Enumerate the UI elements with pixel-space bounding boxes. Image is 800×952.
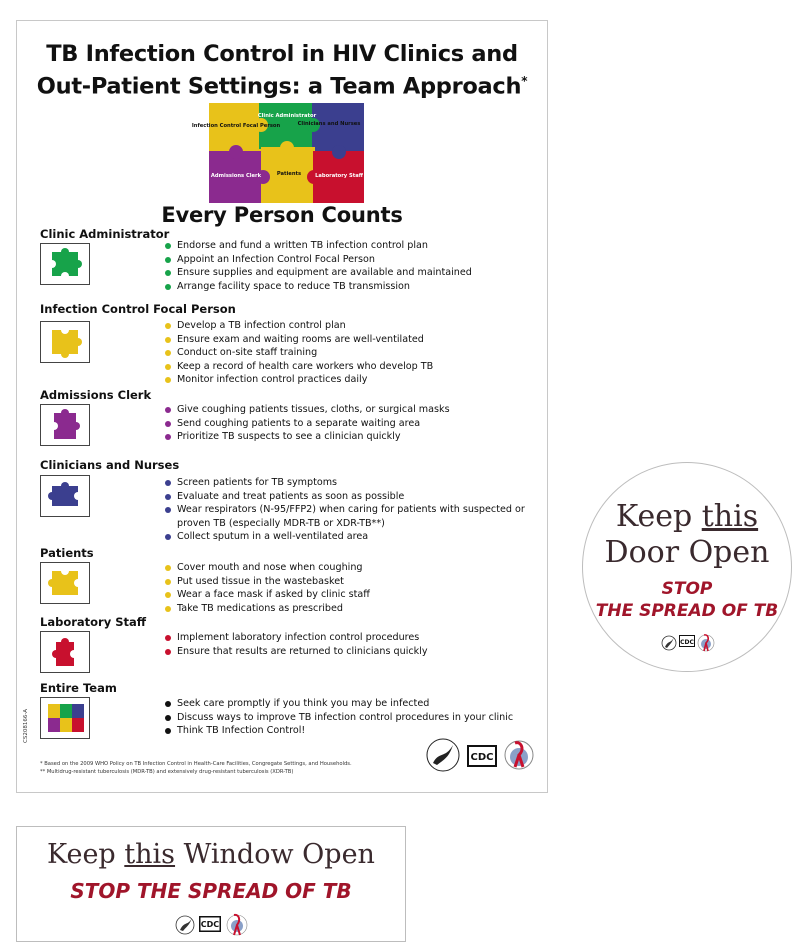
poster <box>16 20 548 793</box>
title-line-1: TB Infection Control in HIV Clinics and <box>46 41 518 67</box>
puzzle-label-clinic-admin: Clinic Administrator <box>257 113 317 119</box>
title-asterisk: * <box>521 74 528 88</box>
section-title-patients: Patients <box>40 546 94 560</box>
list-item: Think TB Infection Control! <box>165 724 525 738</box>
svg-text:CDC: CDC <box>680 639 694 646</box>
door-stop-line-2: THE SPREAD OF TB <box>595 601 779 621</box>
list-item: Ensure exam and waiting rooms are well-ventilated <box>165 333 525 347</box>
list-item: Develop a TB infection control plan <box>165 319 525 333</box>
list-item: Conduct on-site staff training <box>165 346 525 360</box>
list-item: Seek care promptly if you think you may be infected <box>165 697 525 711</box>
entire-team-puzzle-icon <box>40 697 90 739</box>
clinic-admin-puzzle-icon <box>40 243 90 285</box>
section-title-entire-team: Entire Team <box>40 681 117 695</box>
clinic-admin-list <box>165 239 525 293</box>
window-keep-line: Keep this Window Open <box>47 839 375 870</box>
pepfar-ribbon-logo <box>505 741 533 769</box>
team-puzzle-graphic <box>191 103 364 203</box>
infection-control-list <box>165 319 525 387</box>
list-item: Put used tissue in the wastebasket <box>165 575 525 589</box>
clinicians-puzzle-icon <box>40 475 90 517</box>
hhs-eagle-logo <box>427 739 459 771</box>
laboratory-list <box>165 631 525 658</box>
list-item: Monitor infection control practices daily <box>165 373 525 387</box>
list-item: Cover mouth and nose when coughing <box>165 561 525 575</box>
cdc-logo <box>467 745 497 767</box>
window-stop-line: STOP THE SPREAD OF TB <box>70 879 352 903</box>
infection-control-puzzle-icon <box>40 321 90 363</box>
list-item: Arrange facility space to reduce TB transmission <box>165 280 525 294</box>
title-line-2: Out-Patient Settings: a Team Approach <box>36 73 522 100</box>
puzzle-label-patients: Patients <box>276 171 302 177</box>
section-title-admissions: Admissions Clerk <box>40 388 152 402</box>
footnote-1: * Based on the 2009 WHO Policy on TB Infection Control in Health-Care Facilities, Congregate Settings, and Households. <box>40 761 352 767</box>
admissions-puzzle-icon <box>40 404 90 446</box>
patients-list <box>165 561 525 615</box>
door-stop-line-1: STOP <box>661 579 713 599</box>
list-item: Evaluate and treat patients as soon as possible <box>165 490 525 504</box>
list-item: Wear respirators (N-95/FFP2) when caring for patients with suspected or proven TB (especially MDR-TB or XDR-TB**) <box>165 503 525 530</box>
puzzle-label-admissions: Admissions Clerk <box>210 173 262 179</box>
poster-logos <box>425 737 535 777</box>
door-sign <box>582 462 792 672</box>
laboratory-puzzle-icon <box>40 631 90 673</box>
list-item: Screen patients for TB symptoms <box>165 476 525 490</box>
list-item: Ensure supplies and equipment are available and maintained <box>165 266 525 280</box>
poster-title <box>17 41 547 101</box>
list-item: Appoint an Infection Control Focal Person <box>165 253 525 267</box>
footnote-2: ** Multidrug-resistant tuberculosis (MDR-TB) and extensively drug-resistant tuberculosis (XDR-TB) <box>40 769 294 775</box>
door-keep-line-2: Door Open <box>604 535 770 570</box>
list-item: Collect sputum in a well-ventilated area <box>165 530 525 544</box>
poster-code: CS208166-A <box>23 709 29 743</box>
list-item: Wear a face mask if asked by clinic staff <box>165 588 525 602</box>
svg-text:CDC: CDC <box>470 752 494 763</box>
puzzle-label-clinicians: Clinicians and Nurses <box>297 121 361 127</box>
section-title-laboratory: Laboratory Staff <box>40 615 147 629</box>
window-sign <box>16 826 406 942</box>
list-item: Endorse and fund a written TB infection control plan <box>165 239 525 253</box>
clinicians-list <box>165 476 525 544</box>
door-keep-line-1: Keep this <box>615 499 759 534</box>
every-person-counts-heading: Every Person Counts <box>161 203 403 227</box>
section-title-clinicians: Clinicians and Nurses <box>40 458 180 472</box>
list-item: Discuss ways to improve TB infection control procedures in your clinic <box>165 711 525 725</box>
patients-puzzle-icon <box>40 562 90 604</box>
admissions-list <box>165 403 525 444</box>
list-item: Take TB medications as prescribed <box>165 602 525 616</box>
list-item: Implement laboratory infection control procedures <box>165 631 525 645</box>
puzzle-label-infection-control: Infection Control Focal Person <box>191 123 281 129</box>
section-title-infection-control: Infection Control Focal Person <box>40 302 236 316</box>
svg-text:CDC: CDC <box>200 920 220 929</box>
list-item: Ensure that results are returned to clinicians quickly <box>165 645 525 659</box>
list-item: Keep a record of health care workers who develop TB <box>165 360 525 374</box>
list-item: Prioritize TB suspects to see a clinician quickly <box>165 430 525 444</box>
door-logos <box>661 631 715 655</box>
puzzle-label-laboratory: Laboratory Staff <box>315 173 363 179</box>
window-logos <box>175 911 249 939</box>
list-item: Send coughing patients to a separate waiting area <box>165 417 525 431</box>
list-item: Give coughing patients tissues, cloths, or surgical masks <box>165 403 525 417</box>
section-title-clinic-admin: Clinic Administrator <box>40 227 170 241</box>
entire-team-list <box>165 697 525 738</box>
